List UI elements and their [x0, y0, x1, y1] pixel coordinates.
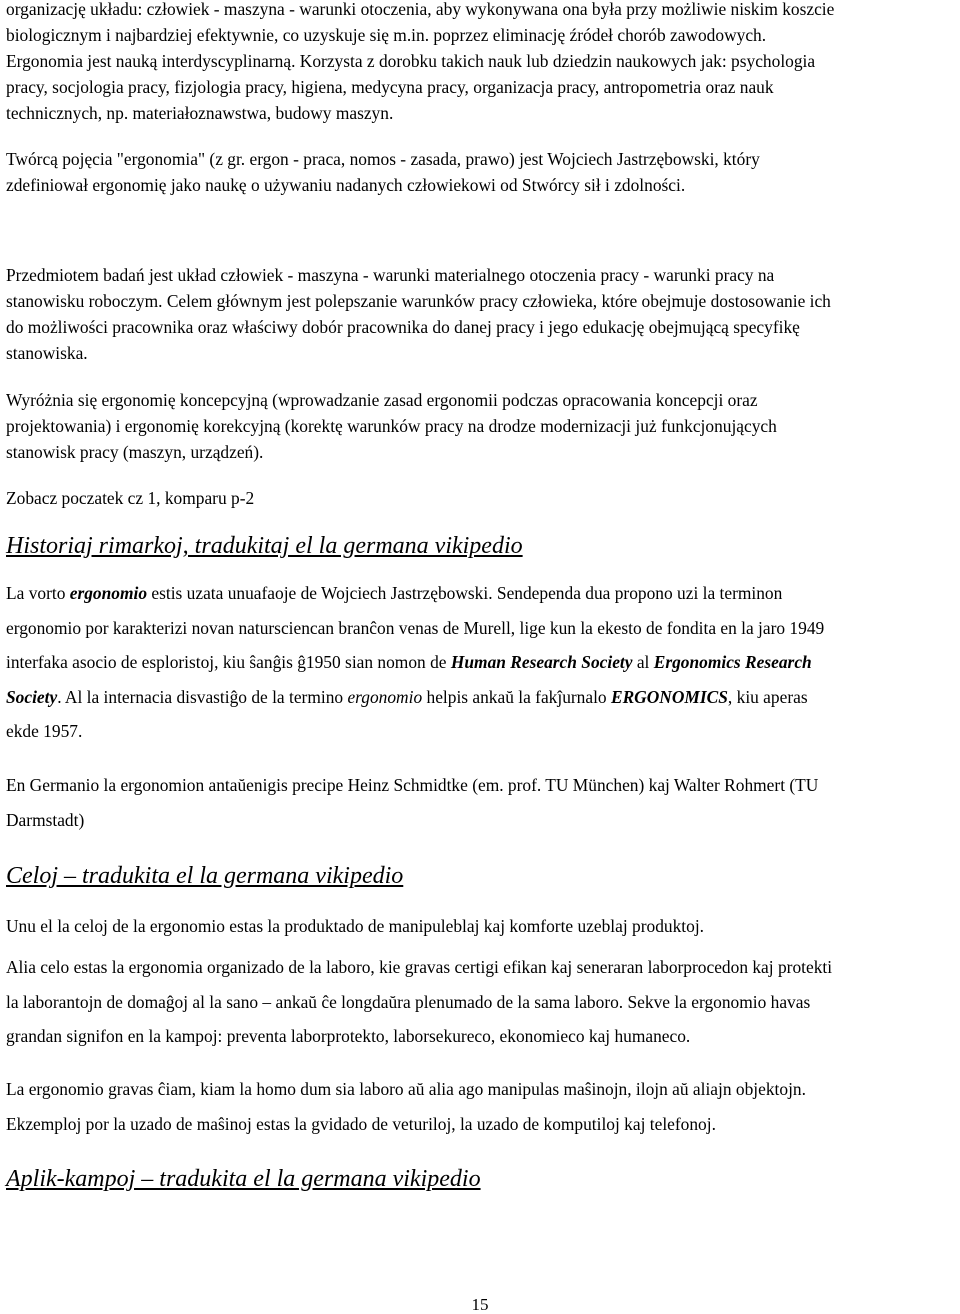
creator-line: Twórcą pojęcia "ergonomia" (z gr. ergon - praca, nomos - zasada, prawo) jest Wojciech Jastrzębowski, który [6, 149, 760, 169]
goals-paragraph-1: Unu el la celoj de la ergonomio estas la produktado de manipuleblaj kaj komforte uzeblaj produktoj. [6, 916, 705, 936]
intro-paragraph [6, 0, 956, 126]
term-ergonomio: ergonomio [69, 583, 148, 603]
intro-line: biologicznym i najbardziej efektywnie, co uzyskuje się m.in. poprzez eliminację źródeł chorób zawodowych. [6, 25, 767, 45]
history-line: ekde 1957. [6, 721, 83, 741]
goals-line: grandan signifon en la kampoj: preventa laborprotekto, laborsekureco, ekonomieco kaj humaneco. [6, 1026, 691, 1046]
germany-line: Darmstadt) [6, 809, 85, 830]
goals-paragraph-2 [6, 950, 956, 1054]
subject-line: Przedmiotem badań jest układ człowiek - maszyna - warunki materialnego otoczenia pracy - warunki pracy na [6, 265, 775, 285]
intro-line: pracy, socjologia pracy, fizjologia pracy, higiena, medycyna pracy, organizacja pracy, antropometria oraz nauk [6, 77, 774, 97]
intro-line: technicznych, np. materiałoznawstwa, budowy maszyn. [6, 103, 394, 123]
creator-paragraph [6, 146, 956, 198]
intro-line: Ergonomia jest nauką interdyscyplinarną. Korzysta z dorobku takich nauk lub dziedzin naukowych jak: psychologia [6, 51, 816, 71]
term-ergonomics-journal: ERGONOMICS [610, 686, 728, 707]
goals-line: Ekzemploj por la uzado de maŝinoj estas la gvidado de veturiloj, la uzado de komputiloj kaj telefonoj. [6, 1113, 716, 1134]
subject-line: stanowisku roboczym. Celem głównym jest polepszanie warunków pracy człowieka, które obejmuje dostosowanie ich [6, 291, 831, 311]
history-line: La vorto ergonomio estis uzata unuafaoje de Wojciech Jastrzębowski. Sendependa dua propono uzi la terminon [6, 583, 783, 603]
subject-paragraph [6, 262, 956, 366]
goals-line: la laborantojn de domaĝoj al la sano – ankaŭ ĉe longdaŭra plenumado de la sama laboro. Sekve la ergonomio havas [6, 991, 811, 1012]
goals-line: Alia celo estas la ergonomia organizado de la laboro, kie gravas certigi efikan kaj seneraran laborprocedon kaj protekti [6, 957, 833, 977]
goals-line: La ergonomio gravas ĉiam, kiam la homo dum sia laboro aŭ alia ago manipulas maŝinojn, ilojn aŭ aliajn objektojn. [6, 1079, 806, 1099]
applications-heading: Aplik-kampoj – tradukita el la germana vikipedio [6, 1166, 481, 1192]
germany-line: En Germanio la ergonomion antaŭenigis precipe Heinz Schmidtke (em. prof. TU München) kaj Walter Rohmert (TU [6, 775, 819, 795]
term-human-research-society: Human Research Society [450, 652, 633, 672]
history-line: interfaka asocio de esploristoj, kiu ŝanĝis ĝ1950 sian nomon de Human Research Society al Ergonomics Research [6, 652, 812, 672]
term-society: Society [6, 686, 58, 707]
history-line: Society. Al la internacia disvastiĝo de la termino ergonomio helpis ankaŭ la fakĵurnalo ERGONOMICS, kiu aperas [6, 686, 808, 707]
distinction-line: stanowisk pracy (maszyn, urządzeń). [6, 442, 264, 462]
history-line: ergonomio por karakterizi novan natursciencan branĉon venas de Murell, lige kun la ekesto de fondita en la jaro 1949 [6, 617, 825, 638]
goals-paragraph-3 [6, 1072, 956, 1141]
term-ergonomio-italic: ergonomio [347, 686, 423, 707]
distinction-line: Wyróżnia się ergonomię koncepcyjną (wprowadzanie zasad ergonomii podczas opracowania koncepcji oraz [6, 390, 758, 410]
subject-line: stanowiska. [6, 343, 88, 363]
creator-line: zdefiniował ergonomię jako naukę o używaniu nadanych człowiekowi od Stwórcy sił i zdolności. [6, 175, 686, 195]
history-heading: Historiaj rimarkoj, tradukitaj el la germana vikipedio [6, 533, 523, 559]
term-ergonomics-research: Ergonomics Research [653, 652, 812, 672]
subject-line: do możliwości pracownika oraz właściwy dobór pracownika do danej pracy i jego edukację obejmującą specyfikę [6, 317, 800, 337]
see-also-line: Zobacz poczatek cz 1, komparu p-2 [6, 488, 255, 508]
page-number: 15 [471, 1295, 489, 1314]
distinction-line: projektowania) i ergonomię korekcyjną (korektę warunków pracy na drodze modernizacji już funkcjonujących [6, 416, 777, 436]
germany-paragraph [6, 768, 956, 837]
goals-heading: Celoj – tradukita el la germana vikipedio [6, 863, 404, 889]
history-paragraph [6, 576, 956, 749]
intro-line: organizację układu: człowiek - maszyna - warunki otoczenia, aby wykonywana ona była przy możliwie niskim koszcie [6, 0, 835, 19]
distinction-paragraph [6, 387, 956, 465]
